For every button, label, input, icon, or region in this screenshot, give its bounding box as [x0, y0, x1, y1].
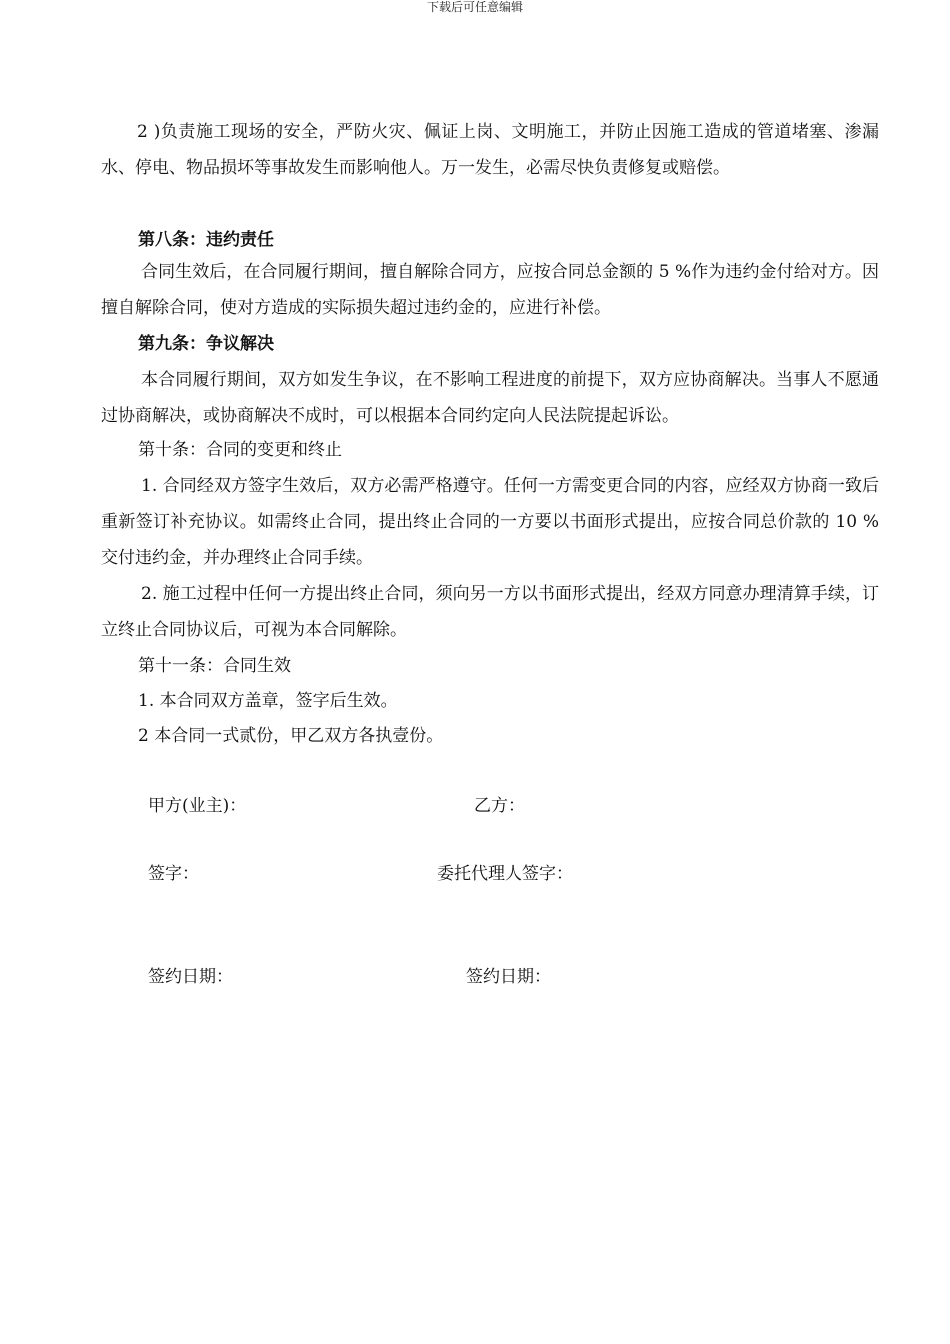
- article-11-item-2: 2 本合同一式贰份，甲乙双方各执壹份。: [138, 726, 444, 746]
- article-9-body: 本合同履行期间，双方如发生争议，在不影响工程进度的前提下，双方应协商解决。当事人不愿通过协商解决，或协商解决不成时，可以根据本合同约定向人民法院提起诉讼。: [101, 370, 879, 426]
- party-b-label: 乙方：: [474, 796, 525, 816]
- party-b-date-label: 签约日期：: [466, 967, 551, 987]
- article-9-title: 第九条：争议解决: [138, 334, 274, 354]
- article-8-title: 第八条：违约责任: [138, 230, 274, 250]
- agent-signature-label: 委托代理人签字：: [437, 864, 573, 884]
- article-11-item-1: 1. 本合同双方盖章，签字后生效。: [138, 691, 398, 711]
- page-header: 下载后可任意编辑: [426, 0, 523, 14]
- article-10-item-2: 2. 施工过程中任何一方提出终止合同，须向另一方以书面形式提出，经双方同意办理清算手续，订立终止合同协议后，可视为本合同解除。: [101, 584, 879, 640]
- party-a-label: 甲方(业主)：: [148, 796, 247, 816]
- article-10-item-1: 1. 合同经双方签字生效后，双方必需严格遵守。任何一方需变更合同的内容，应经双方协商一致后重新签订补充协议。如需终止合同，提出终止合同的一方要以书面形式提出，应按合同总价款的 10 %交付违约金，并办理终止合同手续。: [101, 476, 879, 568]
- article-10-title: 第十条：合同的变更和终止: [138, 440, 342, 460]
- party-a-date-label: 签约日期：: [148, 967, 233, 987]
- article-8-body: 合同生效后，在合同履行期间，擅自解除合同方，应按合同总金额的 5 %作为违约金付给对方。因擅自解除合同，使对方造成的实际损失超过违约金的，应进行补偿。: [101, 262, 879, 318]
- clause-safety: 2 )负责施工现场的安全，严防火灾、佩证上岗、文明施工，并防止因施工造成的管道堵塞、渗漏水、停电、物品损坏等事故发生而影响他人。万一发生，必需尽快负责修复或赔偿。: [101, 122, 879, 178]
- party-a-signature-label: 签字：: [148, 864, 199, 884]
- article-11-title: 第十一条：合同生效: [138, 656, 291, 676]
